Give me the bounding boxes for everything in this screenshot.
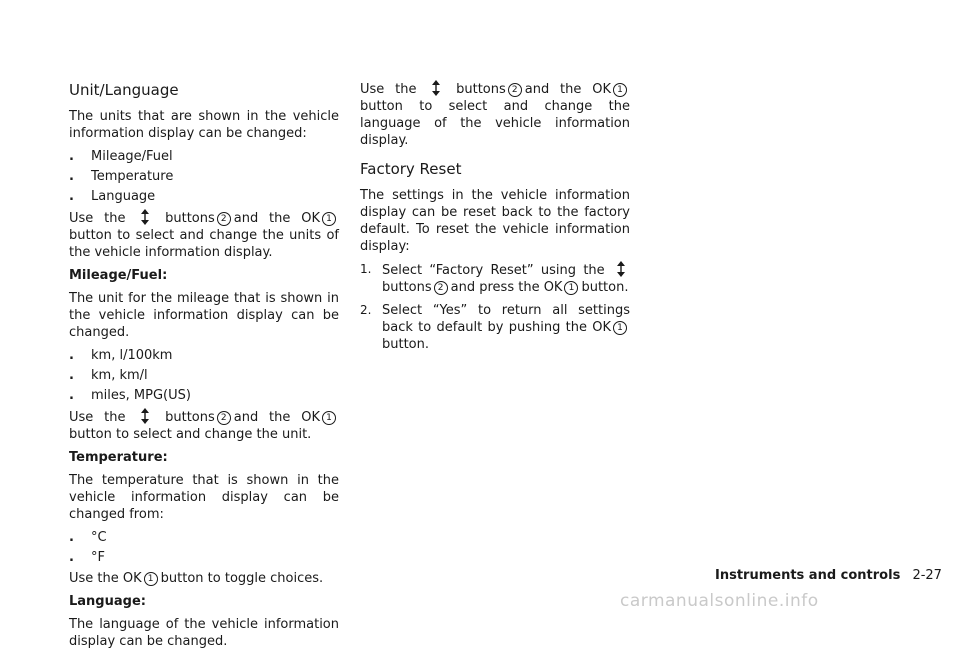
paragraph-use-buttons-1: Use the buttons 2 and the OK 1 button to select and change the units of the vehicle information display. xyxy=(69,211,339,260)
subheading-temperature: Temperature: xyxy=(69,450,168,465)
step-number: 2. xyxy=(360,303,372,317)
list-item: . km, l/100km xyxy=(69,348,173,363)
footer-section-title: Instruments and controls xyxy=(715,568,901,583)
bullet: . xyxy=(69,149,74,164)
subheading-mileage: Mileage/Fuel: xyxy=(69,268,168,283)
circled-two-icon: 2 xyxy=(508,83,522,97)
up-down-arrows-icon xyxy=(614,261,628,277)
list-item: . km, km/l xyxy=(69,368,148,383)
list-item: 2. Select “Yes” to return all settings back to default by pushing the OK 1 button. xyxy=(360,303,630,352)
paragraph-intro: The units that are shown in the vehicle information display can be changed: xyxy=(69,109,339,141)
subheading-language: Language: xyxy=(69,594,146,609)
up-down-arrows-icon xyxy=(138,209,152,225)
bullet: . xyxy=(69,368,74,383)
paragraph-factory-reset: The settings in the vehicle information display can be reset back to the factory default. To reset the vehicle information display: xyxy=(360,188,630,254)
circled-one-icon: 1 xyxy=(322,212,336,226)
bullet: . xyxy=(69,169,74,184)
list-item: . °C xyxy=(69,530,107,545)
circled-two-icon: 2 xyxy=(434,281,448,295)
list-item: . miles, MPG(US) xyxy=(69,388,191,403)
list-item: . Mileage/Fuel xyxy=(69,149,173,164)
bullet: . xyxy=(69,550,74,565)
watermark: carmanualsonline.info xyxy=(620,591,819,611)
circled-two-icon: 2 xyxy=(217,212,231,226)
units-list xyxy=(69,148,339,205)
temperature-list xyxy=(69,529,339,566)
up-down-arrows-icon xyxy=(138,408,152,424)
circled-one-icon: 1 xyxy=(564,281,578,295)
paragraph-use-buttons-2: Use the buttons 2 and the OK 1 button to select and change the unit. xyxy=(69,408,339,443)
paragraph-toggle: Use the OK 1 button to toggle choices. xyxy=(69,571,324,586)
left-column xyxy=(69,80,339,656)
steps-list xyxy=(360,261,630,353)
bullet: . xyxy=(69,388,74,403)
circled-one-icon: 1 xyxy=(613,321,627,335)
bullet: . xyxy=(69,530,74,545)
list-item: . Temperature xyxy=(69,169,174,184)
section-heading-unit-language: Unit/Language xyxy=(69,81,179,99)
up-down-arrows-icon xyxy=(429,80,443,96)
list-item: . Language xyxy=(69,189,156,204)
list-item: 1. Select “Factory Reset” using the buttons 2 and press the OK 1 button. xyxy=(360,262,629,295)
right-column xyxy=(360,80,630,359)
bullet: . xyxy=(69,348,74,363)
paragraph-temperature: The temperature that is shown in the vehicle information display can be changed from: xyxy=(69,473,339,522)
page-footer xyxy=(715,568,942,583)
list-item: . °F xyxy=(69,550,105,565)
page-number: 2-27 xyxy=(912,568,942,583)
section-heading-factory-reset: Factory Reset xyxy=(360,160,462,178)
bullet: . xyxy=(69,189,74,204)
paragraph-use-buttons-3: Use the buttons 2 and the OK 1 button to select and change the language of the vehicle information display. xyxy=(360,82,630,148)
circled-one-icon: 1 xyxy=(613,83,627,97)
mileage-list xyxy=(69,347,339,404)
circled-one-icon: 1 xyxy=(144,572,158,586)
paragraph-mileage: The unit for the mileage that is shown in the vehicle information display can be changed. xyxy=(69,291,339,340)
paragraph-language: The language of the vehicle information display can be changed. xyxy=(69,617,339,649)
circled-one-icon: 1 xyxy=(322,411,336,425)
step-number: 1. xyxy=(360,262,372,276)
circled-two-icon: 2 xyxy=(217,411,231,425)
